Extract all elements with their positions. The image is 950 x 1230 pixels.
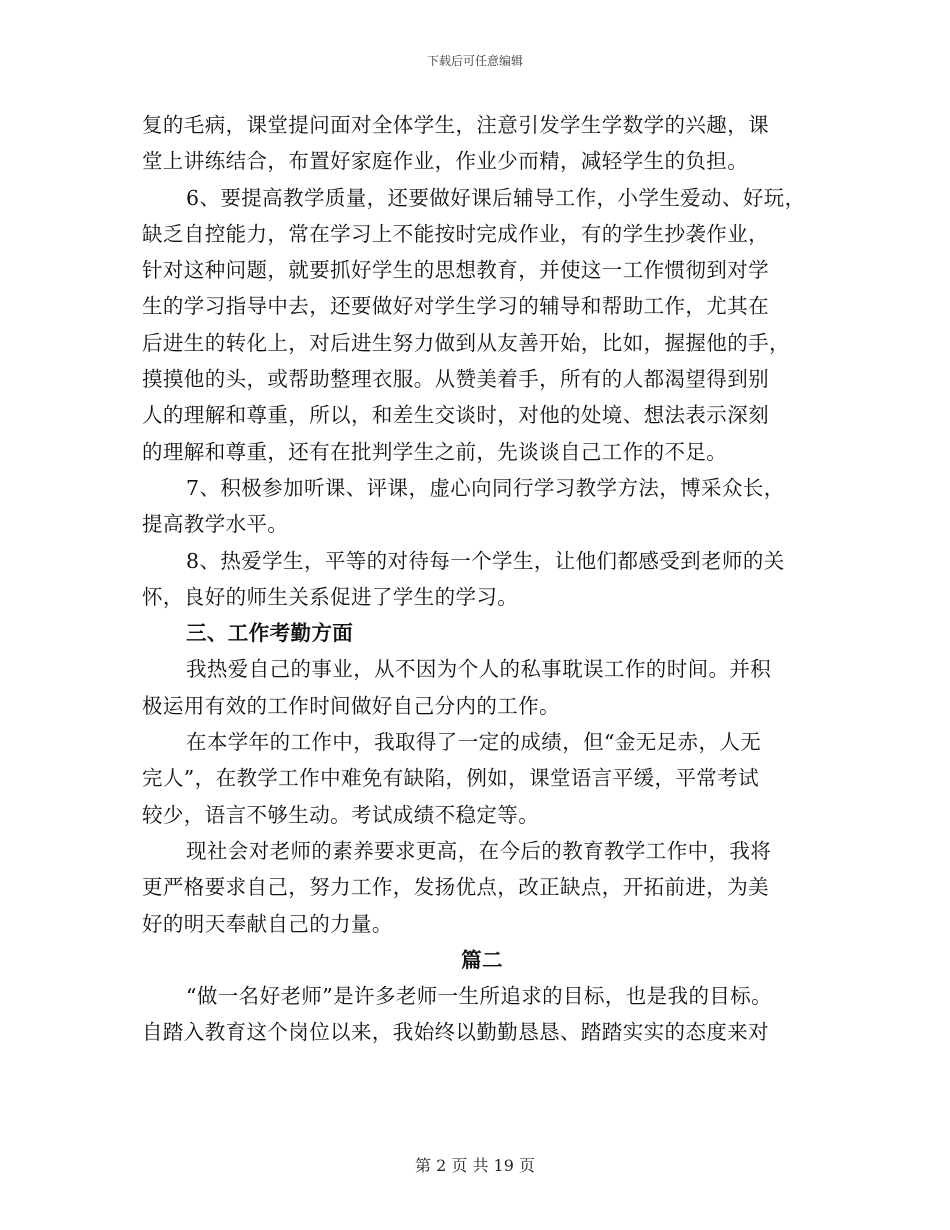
text-line: 堂上讲练结合，布置好家庭作业，作业少而精，减轻学生的负担。 [142,149,749,174]
text-line: 的理解和尊重，还有在批判学生之前，先谈谈自己工作的不足。 [142,439,728,464]
text-line: 7、积极参加听课、评课，虚心向同行学习教学方法，博采众长， [186,475,785,500]
text-line: 后进生的转化上，对后进生努力做到从友善开始，比如，握握他的手， [142,330,790,355]
article-title: 篇二 [461,947,503,972]
text-line: 人的理解和尊重，所以，和差生交谈时，对他的处境、想法表示深刻 [142,403,769,428]
text-line: 提高教学水平。 [142,512,289,537]
document-body [142,107,822,1051]
section-heading: 三、工作考勤方面 [186,621,354,646]
text-line: 现社会对老师的素养要求更高，在今后的教育教学工作中，我将 [186,838,772,863]
text-line: 好的明天奉献自己的力量。 [142,911,393,936]
text-line: 缺乏自控能力，常在学习上不能按时完成作业，有的学生抄袭作业， [142,221,769,246]
text-line: 摸摸他的头，或帮助整理衣服。从赞美着手，所有的人都渴望得到别 [142,367,769,392]
text-line: 在本学年的工作中，我取得了一定的成绩，但“金无足赤，人无 [186,730,762,755]
text-line: 生的学习指导中去，还要做好对学生学习的辅导和帮助工作，尤其在 [142,294,769,319]
text-line: 我热爱自己的事业，从不因为个人的私事耽误工作的时间。并积 [186,657,772,682]
text-line: 复的毛病，课堂提问面对全体学生，注意引发学生学数学的兴趣，课 [142,113,769,137]
text-line: 8、热爱学生，平等的对待每一个学生，让他们都感受到老师的关 [186,548,785,573]
text-line: 极运用有效的工作时间做好自己分内的工作。 [142,693,560,718]
text-line: 怀，良好的师生关系促进了学生的学习。 [142,584,519,609]
text-line: 自踏入教育这个岗位以来，我始终以勤勤恳恳、踏踏实实的态度来对 [142,1020,769,1045]
page-footer: 第 2 页 共 19 页 [415,1156,535,1175]
text-line: “做一名好老师”是许多老师一生所追求的目标，也是我的目标。 [186,984,773,1009]
text-line: 较少，语言不够生动。考试成绩不稳定等。 [142,802,540,827]
text-line: 针对这种问题，就要抓好学生的思想教育，并使这一工作惯彻到对学 [142,258,769,283]
text-line: 更严格要求自己，努力工作，发扬优点，改正缺点，开拓前进，为美 [142,875,769,900]
page-header: 下载后可任意编辑 [426,54,523,68]
text-line: 完人”，在教学工作中难免有缺陷，例如，课堂语言平缓，平常考试 [142,766,759,791]
text-line: 6、要提高教学质量，还要做好课后辅导工作，小学生爱动、好玩， [186,185,806,210]
